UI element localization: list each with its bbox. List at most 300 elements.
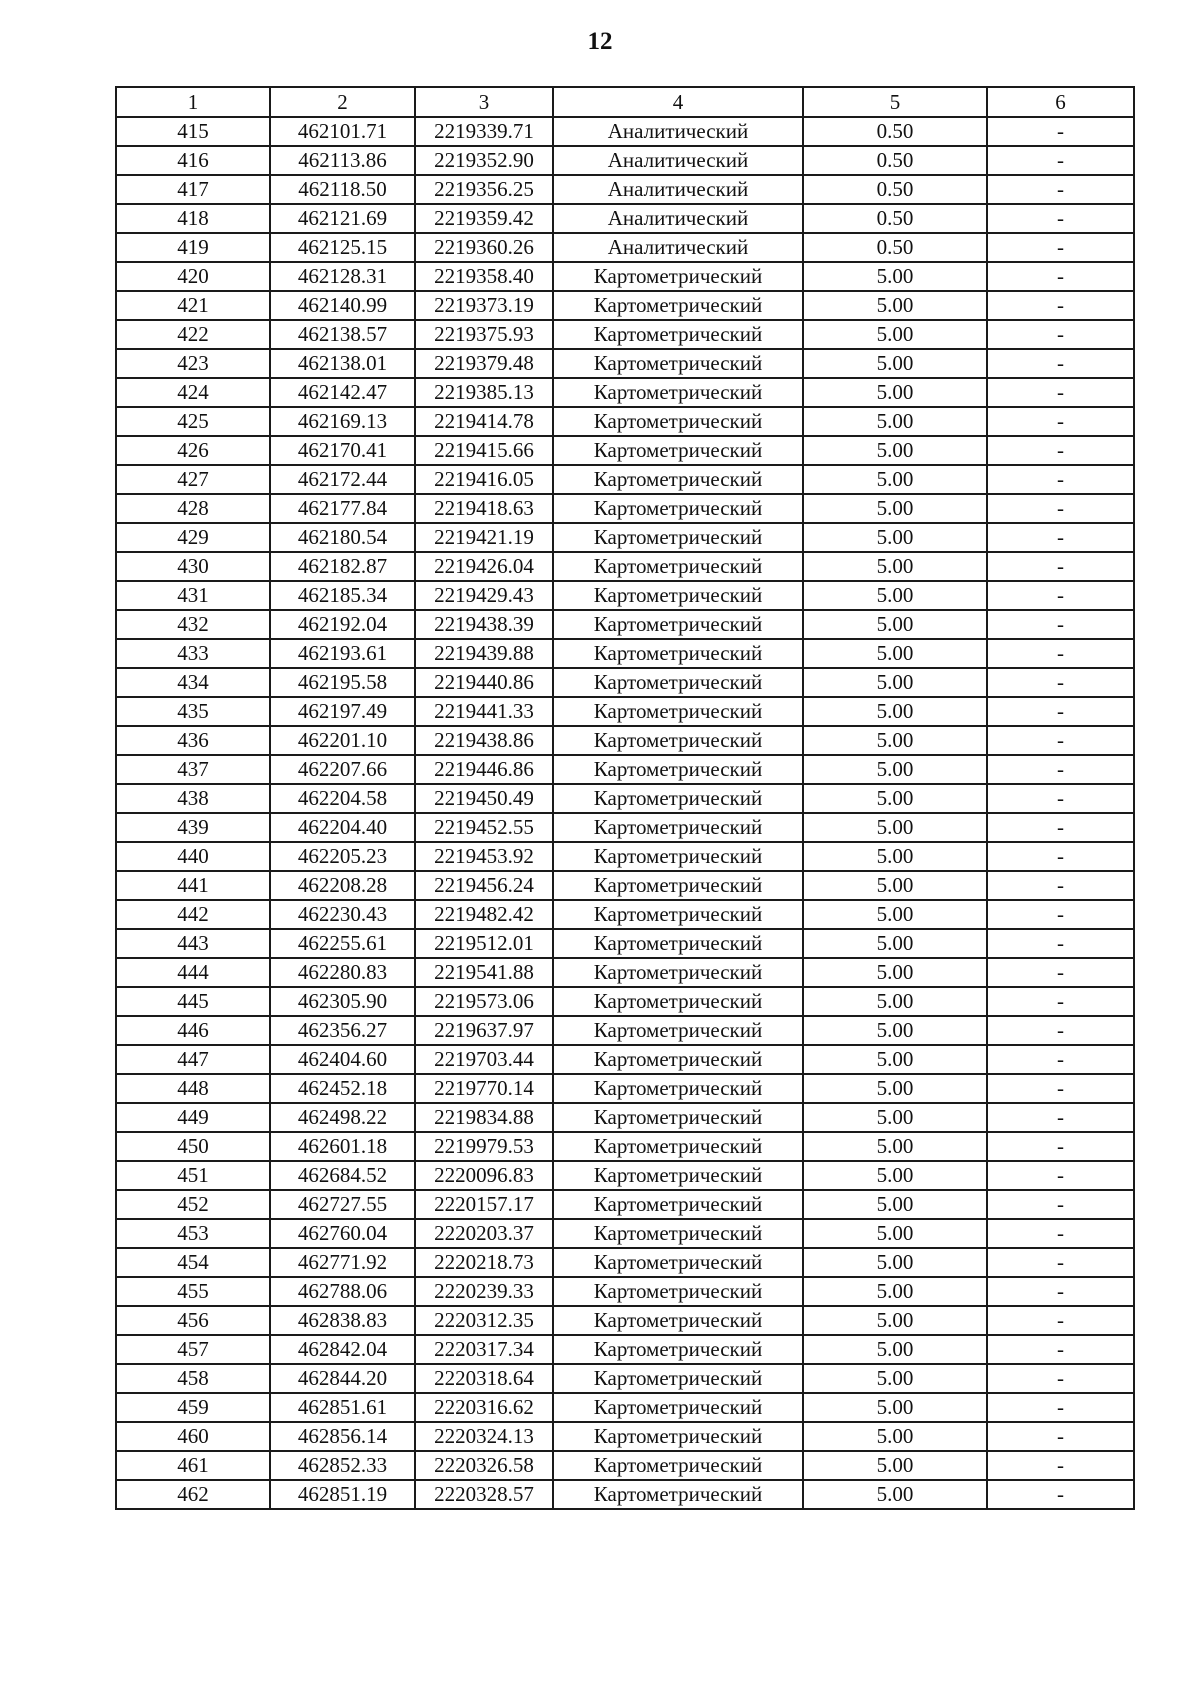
accuracy-cell: 5.00	[803, 726, 987, 755]
note-cell: -	[987, 871, 1134, 900]
table-row	[116, 291, 1134, 320]
method-cell: Аналитический	[553, 175, 803, 204]
coord-y-cell: 2220157.17	[415, 1190, 553, 1219]
table-row	[116, 436, 1134, 465]
method-cell: Картометрический	[553, 871, 803, 900]
note-cell: -	[987, 1422, 1134, 1451]
coord-y-cell: 2220317.34	[415, 1335, 553, 1364]
method-cell: Картометрический	[553, 436, 803, 465]
coordinates-table	[115, 86, 1135, 1510]
coord-x-cell: 462101.71	[270, 117, 415, 146]
method-cell: Картометрический	[553, 610, 803, 639]
accuracy-cell: 0.50	[803, 233, 987, 262]
table-row	[116, 204, 1134, 233]
table-row	[116, 1219, 1134, 1248]
coord-x-cell: 462842.04	[270, 1335, 415, 1364]
table-header	[116, 87, 1134, 117]
point-number-cell: 459	[116, 1393, 270, 1422]
note-cell: -	[987, 784, 1134, 813]
method-cell: Картометрический	[553, 639, 803, 668]
coord-y-cell: 2219359.42	[415, 204, 553, 233]
point-number-cell: 455	[116, 1277, 270, 1306]
method-cell: Картометрический	[553, 1045, 803, 1074]
note-cell: -	[987, 900, 1134, 929]
accuracy-cell: 5.00	[803, 929, 987, 958]
table-row	[116, 1451, 1134, 1480]
coord-x-cell: 462204.40	[270, 813, 415, 842]
coord-y-cell: 2219541.88	[415, 958, 553, 987]
point-number-cell: 428	[116, 494, 270, 523]
coord-y-cell: 2219360.26	[415, 233, 553, 262]
point-number-cell: 419	[116, 233, 270, 262]
coord-y-cell: 2219421.19	[415, 523, 553, 552]
table-row	[116, 755, 1134, 784]
method-cell: Картометрический	[553, 1132, 803, 1161]
accuracy-cell: 5.00	[803, 1480, 987, 1509]
coord-x-cell: 462177.84	[270, 494, 415, 523]
point-number-cell: 418	[116, 204, 270, 233]
accuracy-cell: 5.00	[803, 407, 987, 436]
note-cell: -	[987, 1451, 1134, 1480]
note-cell: -	[987, 1016, 1134, 1045]
note-cell: -	[987, 320, 1134, 349]
coord-x-cell: 462404.60	[270, 1045, 415, 1074]
coord-x-cell: 462138.01	[270, 349, 415, 378]
header-row	[116, 87, 1134, 117]
table-row	[116, 262, 1134, 291]
accuracy-cell: 5.00	[803, 1045, 987, 1074]
accuracy-cell: 5.00	[803, 668, 987, 697]
table-row	[116, 1480, 1134, 1509]
method-cell: Картометрический	[553, 1393, 803, 1422]
method-cell: Картометрический	[553, 900, 803, 929]
point-number-cell: 434	[116, 668, 270, 697]
method-cell: Картометрический	[553, 1364, 803, 1393]
table-row	[116, 842, 1134, 871]
coord-y-cell: 2219438.86	[415, 726, 553, 755]
coord-x-cell: 462172.44	[270, 465, 415, 494]
coord-x-cell: 462208.28	[270, 871, 415, 900]
coord-y-cell: 2220239.33	[415, 1277, 553, 1306]
coord-x-cell: 462851.19	[270, 1480, 415, 1509]
method-cell: Картометрический	[553, 1422, 803, 1451]
column-header-4: 4	[553, 87, 803, 117]
note-cell: -	[987, 581, 1134, 610]
coord-y-cell: 2219450.49	[415, 784, 553, 813]
note-cell: -	[987, 1103, 1134, 1132]
point-number-cell: 420	[116, 262, 270, 291]
point-number-cell: 423	[116, 349, 270, 378]
note-cell: -	[987, 1277, 1134, 1306]
table-row	[116, 958, 1134, 987]
note-cell: -	[987, 146, 1134, 175]
method-cell: Картометрический	[553, 726, 803, 755]
accuracy-cell: 5.00	[803, 349, 987, 378]
coord-x-cell: 462452.18	[270, 1074, 415, 1103]
method-cell: Картометрический	[553, 1480, 803, 1509]
coord-y-cell: 2220096.83	[415, 1161, 553, 1190]
accuracy-cell: 5.00	[803, 813, 987, 842]
coord-x-cell: 462856.14	[270, 1422, 415, 1451]
note-cell: -	[987, 1132, 1134, 1161]
method-cell: Картометрический	[553, 784, 803, 813]
coord-x-cell: 462201.10	[270, 726, 415, 755]
point-number-cell: 449	[116, 1103, 270, 1132]
coord-x-cell: 462185.34	[270, 581, 415, 610]
table-row	[116, 1132, 1134, 1161]
table-row	[116, 494, 1134, 523]
coord-y-cell: 2219446.86	[415, 755, 553, 784]
method-cell: Аналитический	[553, 204, 803, 233]
note-cell: -	[987, 233, 1134, 262]
note-cell: -	[987, 291, 1134, 320]
table-row	[116, 1248, 1134, 1277]
coord-x-cell: 462125.15	[270, 233, 415, 262]
point-number-cell: 429	[116, 523, 270, 552]
accuracy-cell: 5.00	[803, 610, 987, 639]
note-cell: -	[987, 436, 1134, 465]
accuracy-cell: 5.00	[803, 958, 987, 987]
point-number-cell: 443	[116, 929, 270, 958]
coord-y-cell: 2219441.33	[415, 697, 553, 726]
point-number-cell: 437	[116, 755, 270, 784]
coord-y-cell: 2219573.06	[415, 987, 553, 1016]
accuracy-cell: 5.00	[803, 871, 987, 900]
note-cell: -	[987, 494, 1134, 523]
accuracy-cell: 0.50	[803, 146, 987, 175]
accuracy-cell: 5.00	[803, 262, 987, 291]
note-cell: -	[987, 610, 1134, 639]
accuracy-cell: 5.00	[803, 1103, 987, 1132]
accuracy-cell: 5.00	[803, 1364, 987, 1393]
table-row	[116, 697, 1134, 726]
table-row	[116, 1103, 1134, 1132]
point-number-cell: 431	[116, 581, 270, 610]
table-row	[116, 784, 1134, 813]
accuracy-cell: 0.50	[803, 175, 987, 204]
note-cell: -	[987, 726, 1134, 755]
table-row	[116, 813, 1134, 842]
method-cell: Картометрический	[553, 552, 803, 581]
point-number-cell: 417	[116, 175, 270, 204]
accuracy-cell: 5.00	[803, 987, 987, 1016]
accuracy-cell: 5.00	[803, 523, 987, 552]
accuracy-cell: 5.00	[803, 755, 987, 784]
note-cell: -	[987, 465, 1134, 494]
coord-y-cell: 2219373.19	[415, 291, 553, 320]
note-cell: -	[987, 175, 1134, 204]
page-number: 12	[587, 28, 613, 55]
coord-y-cell: 2219379.48	[415, 349, 553, 378]
point-number-cell: 442	[116, 900, 270, 929]
point-number-cell: 451	[116, 1161, 270, 1190]
note-cell: -	[987, 204, 1134, 233]
point-number-cell: 444	[116, 958, 270, 987]
note-cell: -	[987, 1335, 1134, 1364]
accuracy-cell: 5.00	[803, 291, 987, 320]
accuracy-cell: 5.00	[803, 1277, 987, 1306]
note-cell: -	[987, 1161, 1134, 1190]
table-row	[116, 349, 1134, 378]
coord-y-cell: 2219438.39	[415, 610, 553, 639]
point-number-cell: 439	[116, 813, 270, 842]
coord-x-cell: 462121.69	[270, 204, 415, 233]
table-row	[116, 465, 1134, 494]
table-row	[116, 668, 1134, 697]
table-row	[116, 1306, 1134, 1335]
method-cell: Картометрический	[553, 1190, 803, 1219]
method-cell: Картометрический	[553, 813, 803, 842]
method-cell: Картометрический	[553, 987, 803, 1016]
table-row	[116, 1045, 1134, 1074]
coord-x-cell: 462852.33	[270, 1451, 415, 1480]
table-row	[116, 117, 1134, 146]
method-cell: Картометрический	[553, 262, 803, 291]
point-number-cell: 433	[116, 639, 270, 668]
coord-y-cell: 2219834.88	[415, 1103, 553, 1132]
method-cell: Картометрический	[553, 407, 803, 436]
point-number-cell: 416	[116, 146, 270, 175]
method-cell: Картометрический	[553, 1451, 803, 1480]
accuracy-cell: 5.00	[803, 784, 987, 813]
table-row	[116, 1422, 1134, 1451]
method-cell: Картометрический	[553, 1074, 803, 1103]
point-number-cell: 445	[116, 987, 270, 1016]
accuracy-cell: 5.00	[803, 1335, 987, 1364]
accuracy-cell: 5.00	[803, 1393, 987, 1422]
coord-x-cell: 462142.47	[270, 378, 415, 407]
point-number-cell: 454	[116, 1248, 270, 1277]
point-number-cell: 424	[116, 378, 270, 407]
coord-x-cell: 462169.13	[270, 407, 415, 436]
point-number-cell: 440	[116, 842, 270, 871]
accuracy-cell: 5.00	[803, 320, 987, 349]
note-cell: -	[987, 1248, 1134, 1277]
table-row	[116, 378, 1134, 407]
coord-y-cell: 2220218.73	[415, 1248, 553, 1277]
coord-x-cell: 462727.55	[270, 1190, 415, 1219]
note-cell: -	[987, 1190, 1134, 1219]
method-cell: Картометрический	[553, 1161, 803, 1190]
point-number-cell: 438	[116, 784, 270, 813]
point-number-cell: 430	[116, 552, 270, 581]
coord-y-cell: 2219352.90	[415, 146, 553, 175]
coord-x-cell: 462182.87	[270, 552, 415, 581]
coord-x-cell: 462788.06	[270, 1277, 415, 1306]
accuracy-cell: 5.00	[803, 639, 987, 668]
point-number-cell: 448	[116, 1074, 270, 1103]
coord-y-cell: 2219429.43	[415, 581, 553, 610]
coord-x-cell: 462140.99	[270, 291, 415, 320]
table-row	[116, 581, 1134, 610]
coord-y-cell: 2219637.97	[415, 1016, 553, 1045]
table-row	[116, 1335, 1134, 1364]
accuracy-cell: 5.00	[803, 1422, 987, 1451]
accuracy-cell: 0.50	[803, 204, 987, 233]
coord-y-cell: 2219979.53	[415, 1132, 553, 1161]
table-row	[116, 146, 1134, 175]
point-number-cell: 458	[116, 1364, 270, 1393]
note-cell: -	[987, 697, 1134, 726]
point-number-cell: 447	[116, 1045, 270, 1074]
coord-y-cell: 2219512.01	[415, 929, 553, 958]
coord-y-cell: 2219385.13	[415, 378, 553, 407]
coord-y-cell: 2219439.88	[415, 639, 553, 668]
coord-y-cell: 2219482.42	[415, 900, 553, 929]
note-cell: -	[987, 523, 1134, 552]
point-number-cell: 450	[116, 1132, 270, 1161]
accuracy-cell: 5.00	[803, 1016, 987, 1045]
table-row	[116, 610, 1134, 639]
coord-x-cell: 462838.83	[270, 1306, 415, 1335]
note-cell: -	[987, 349, 1134, 378]
method-cell: Картометрический	[553, 842, 803, 871]
note-cell: -	[987, 117, 1134, 146]
accuracy-cell: 5.00	[803, 1219, 987, 1248]
method-cell: Картометрический	[553, 349, 803, 378]
accuracy-cell: 5.00	[803, 842, 987, 871]
method-cell: Картометрический	[553, 1277, 803, 1306]
method-cell: Аналитический	[553, 233, 803, 262]
column-header-3: 3	[415, 87, 553, 117]
coord-y-cell: 2220312.35	[415, 1306, 553, 1335]
point-number-cell: 456	[116, 1306, 270, 1335]
coord-x-cell: 462118.50	[270, 175, 415, 204]
coord-x-cell: 462771.92	[270, 1248, 415, 1277]
table-row	[116, 871, 1134, 900]
coord-x-cell: 462193.61	[270, 639, 415, 668]
coord-x-cell: 462601.18	[270, 1132, 415, 1161]
accuracy-cell: 5.00	[803, 494, 987, 523]
point-number-cell: 415	[116, 117, 270, 146]
point-number-cell: 441	[116, 871, 270, 900]
coord-y-cell: 2219440.86	[415, 668, 553, 697]
note-cell: -	[987, 1364, 1134, 1393]
note-cell: -	[987, 1393, 1134, 1422]
point-number-cell: 457	[116, 1335, 270, 1364]
column-header-6: 6	[987, 87, 1134, 117]
coord-x-cell: 462195.58	[270, 668, 415, 697]
coord-y-cell: 2219452.55	[415, 813, 553, 842]
coord-y-cell: 2219416.05	[415, 465, 553, 494]
method-cell: Картометрический	[553, 668, 803, 697]
point-number-cell: 435	[116, 697, 270, 726]
coord-x-cell: 462305.90	[270, 987, 415, 1016]
column-header-5: 5	[803, 87, 987, 117]
coord-y-cell: 2220316.62	[415, 1393, 553, 1422]
table-row	[116, 1364, 1134, 1393]
note-cell: -	[987, 1306, 1134, 1335]
note-cell: -	[987, 262, 1134, 291]
coord-x-cell: 462207.66	[270, 755, 415, 784]
note-cell: -	[987, 668, 1134, 697]
accuracy-cell: 5.00	[803, 1161, 987, 1190]
method-cell: Картометрический	[553, 1103, 803, 1132]
note-cell: -	[987, 987, 1134, 1016]
coord-x-cell: 462356.27	[270, 1016, 415, 1045]
coord-y-cell: 2219414.78	[415, 407, 553, 436]
accuracy-cell: 5.00	[803, 378, 987, 407]
table-row	[116, 175, 1134, 204]
coord-x-cell: 462197.49	[270, 697, 415, 726]
coord-y-cell: 2220203.37	[415, 1219, 553, 1248]
table-body	[116, 117, 1134, 1509]
coord-y-cell: 2219375.93	[415, 320, 553, 349]
accuracy-cell: 5.00	[803, 465, 987, 494]
coord-y-cell: 2220326.58	[415, 1451, 553, 1480]
coord-y-cell: 2219456.24	[415, 871, 553, 900]
note-cell: -	[987, 813, 1134, 842]
method-cell: Аналитический	[553, 117, 803, 146]
point-number-cell: 452	[116, 1190, 270, 1219]
coord-x-cell: 462760.04	[270, 1219, 415, 1248]
coord-x-cell: 462280.83	[270, 958, 415, 987]
table-row	[116, 987, 1134, 1016]
accuracy-cell: 5.00	[803, 581, 987, 610]
coord-y-cell: 2219339.71	[415, 117, 553, 146]
coord-x-cell: 462180.54	[270, 523, 415, 552]
note-cell: -	[987, 1045, 1134, 1074]
accuracy-cell: 5.00	[803, 1074, 987, 1103]
coord-x-cell: 462684.52	[270, 1161, 415, 1190]
coord-y-cell: 2220324.13	[415, 1422, 553, 1451]
method-cell: Картометрический	[553, 1219, 803, 1248]
accuracy-cell: 0.50	[803, 117, 987, 146]
coord-x-cell: 462255.61	[270, 929, 415, 958]
point-number-cell: 421	[116, 291, 270, 320]
note-cell: -	[987, 552, 1134, 581]
coord-y-cell: 2219453.92	[415, 842, 553, 871]
coord-x-cell: 462844.20	[270, 1364, 415, 1393]
accuracy-cell: 5.00	[803, 436, 987, 465]
coord-x-cell: 462128.31	[270, 262, 415, 291]
table-row	[116, 233, 1134, 262]
coord-y-cell: 2219358.40	[415, 262, 553, 291]
table-row	[116, 900, 1134, 929]
accuracy-cell: 5.00	[803, 1132, 987, 1161]
accuracy-cell: 5.00	[803, 900, 987, 929]
note-cell: -	[987, 1219, 1134, 1248]
point-number-cell: 422	[116, 320, 270, 349]
note-cell: -	[987, 407, 1134, 436]
method-cell: Картометрический	[553, 378, 803, 407]
coord-x-cell: 462192.04	[270, 610, 415, 639]
coord-y-cell: 2219426.04	[415, 552, 553, 581]
method-cell: Картометрический	[553, 958, 803, 987]
method-cell: Картометрический	[553, 1335, 803, 1364]
method-cell: Картометрический	[553, 494, 803, 523]
method-cell: Картометрический	[553, 1248, 803, 1277]
table-row	[116, 726, 1134, 755]
note-cell: -	[987, 755, 1134, 784]
coord-y-cell: 2219415.66	[415, 436, 553, 465]
point-number-cell: 462	[116, 1480, 270, 1509]
coord-x-cell: 462170.41	[270, 436, 415, 465]
point-number-cell: 461	[116, 1451, 270, 1480]
coord-x-cell: 462204.58	[270, 784, 415, 813]
coord-y-cell: 2219356.25	[415, 175, 553, 204]
point-number-cell: 426	[116, 436, 270, 465]
column-header-1: 1	[116, 87, 270, 117]
table-row	[116, 320, 1134, 349]
point-number-cell: 432	[116, 610, 270, 639]
table-row	[116, 407, 1134, 436]
coord-y-cell: 2219770.14	[415, 1074, 553, 1103]
table-row	[116, 1393, 1134, 1422]
column-header-2: 2	[270, 87, 415, 117]
coord-x-cell: 462205.23	[270, 842, 415, 871]
table-row	[116, 929, 1134, 958]
